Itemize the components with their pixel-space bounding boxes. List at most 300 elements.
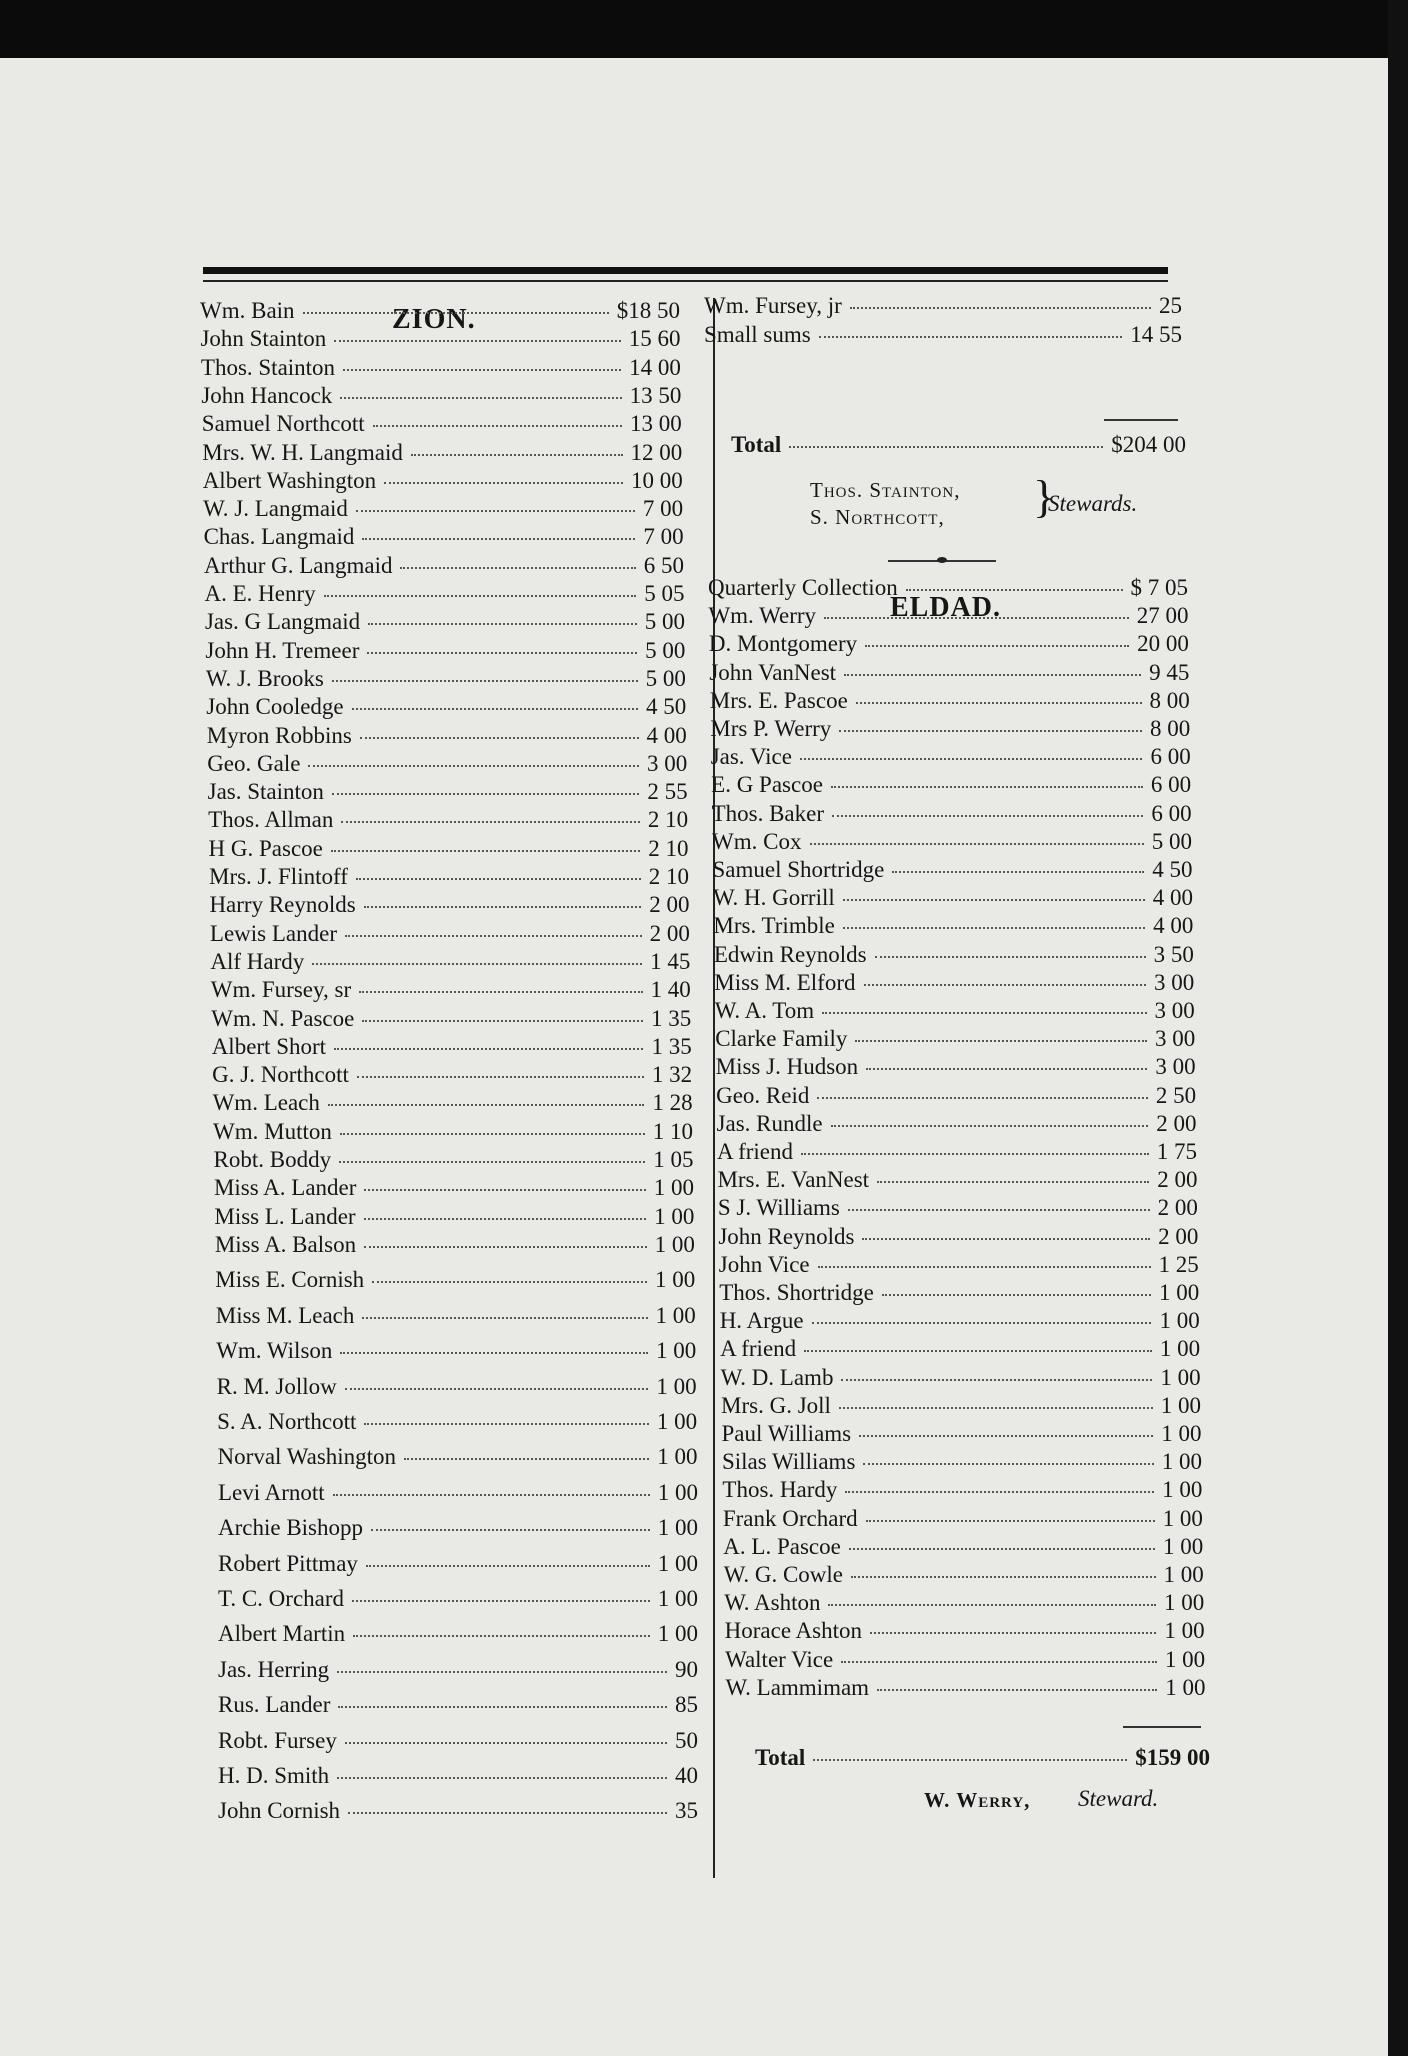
eldad-row-name: Clarke Family xyxy=(715,1026,848,1052)
zion-row xyxy=(704,294,1182,317)
eldad-row-name: D. Montgomery xyxy=(708,631,858,657)
leader-dots xyxy=(862,1238,1150,1240)
leader-dots xyxy=(360,737,639,739)
eldad-row xyxy=(720,1337,1200,1360)
leader-dots xyxy=(839,1407,1153,1409)
eldad-row-amount: 8 00 xyxy=(1150,716,1191,741)
zion-row-name: Wm. Fursey, jr xyxy=(704,293,842,318)
zion-row xyxy=(218,1764,698,1787)
zion-row-name: Wm. Fursey, sr xyxy=(210,977,352,1003)
zion-row-name: Thos. Allman xyxy=(208,807,334,833)
eldad-row xyxy=(724,1563,1204,1586)
zion-row xyxy=(206,667,686,690)
zion-row-name: Wm. Wilson xyxy=(216,1338,333,1364)
leader-dots xyxy=(800,758,1143,760)
zion-heading: ZION. xyxy=(392,304,476,335)
zion-row-amount: 1 00 xyxy=(657,1515,698,1541)
zion-row-name: A. E. Henry xyxy=(204,581,316,606)
leader-dots xyxy=(362,1317,647,1319)
leader-dots xyxy=(866,1068,1147,1070)
eldad-row-name: Thos. Shortridge xyxy=(719,1280,874,1305)
eldad-row-amount: 4 00 xyxy=(1153,913,1194,939)
leader-dots xyxy=(855,1040,1147,1042)
document-page xyxy=(0,58,1388,2056)
zion-row-amount: 10 00 xyxy=(630,467,683,493)
leader-dots xyxy=(831,1125,1149,1127)
leader-dots xyxy=(817,1097,1147,1099)
eldad-row xyxy=(710,689,1190,712)
leader-dots xyxy=(340,397,621,399)
eldad-row-name: W. Ashton xyxy=(724,1590,821,1616)
leader-dots xyxy=(844,674,1141,676)
leader-dots xyxy=(866,1520,1155,1522)
eldad-row-amount: 6 00 xyxy=(1150,772,1192,798)
leader-dots xyxy=(334,1048,643,1050)
zion-row-name: Robert Pittmay xyxy=(218,1550,358,1576)
eldad-row-name: A friend xyxy=(720,1336,797,1362)
eldad-row-name: H. Argue xyxy=(719,1308,804,1334)
eldad-row-name: Silas Williams xyxy=(721,1449,856,1475)
zion-steward-2: S. Northcott, xyxy=(810,505,945,529)
eldad-row xyxy=(717,1112,1197,1135)
eldad-row-name: Samuel Shortridge xyxy=(712,857,885,882)
zion-row xyxy=(204,525,684,548)
zion-row-amount: 1 00 xyxy=(655,1267,696,1293)
zion-row-amount: 1 10 xyxy=(652,1118,694,1144)
zion-row xyxy=(218,1552,698,1575)
zion-row-name: Miss M. Leach xyxy=(215,1302,355,1328)
eldad-row xyxy=(711,773,1191,796)
zion-row xyxy=(210,922,690,945)
zion-row-name: Alf Hardy xyxy=(210,948,305,974)
eldad-row-amount: $ 7 05 xyxy=(1130,575,1188,600)
zion-row-name: W. J. Langmaid xyxy=(203,496,348,522)
eldad-row-amount: 3 50 xyxy=(1153,941,1194,967)
zion-row-amount: 12 00 xyxy=(630,439,683,465)
eldad-row-name: A. L. Pascoe xyxy=(723,1533,841,1559)
zion-row xyxy=(208,780,688,803)
eldad-row xyxy=(717,1168,1197,1191)
zion-row-name: Myron Robbins xyxy=(206,722,352,748)
zion-row-amount: 1 00 xyxy=(654,1203,695,1229)
zion-row xyxy=(205,582,685,605)
zion-row-amount: 1 00 xyxy=(657,1550,698,1576)
zion-row-name: W. J. Brooks xyxy=(205,665,324,691)
leader-dots xyxy=(362,1020,643,1022)
zion-row-amount: 5 00 xyxy=(645,665,686,691)
leader-dots xyxy=(332,793,639,795)
eldad-row-amount: 3 00 xyxy=(1154,969,1195,995)
leader-dots xyxy=(364,906,641,908)
zion-row-name: Jas. Herring xyxy=(218,1656,330,1682)
eldad-row xyxy=(716,1055,1196,1078)
zion-row-amount: 35 xyxy=(675,1798,698,1824)
eldad-row-amount: 3 00 xyxy=(1155,1054,1196,1080)
zion-sum-line xyxy=(1104,419,1178,421)
eldad-row-amount: 4 50 xyxy=(1152,857,1193,882)
eldad-row-amount: 1 00 xyxy=(1164,1618,1205,1644)
zion-row xyxy=(201,384,681,407)
leader-dots xyxy=(352,1600,650,1602)
zion-row xyxy=(209,865,689,888)
leader-dots xyxy=(845,1491,1154,1493)
zion-row xyxy=(201,356,681,379)
eldad-row-name: W. A. Tom xyxy=(714,998,815,1023)
zion-row xyxy=(212,1063,692,1086)
zion-steward-1: Thos. Stainton, xyxy=(810,478,961,502)
zion-row-name: Wm. Leach xyxy=(212,1090,320,1116)
zion-row-amount: 7 00 xyxy=(643,524,684,550)
leader-dots xyxy=(400,567,635,569)
eldad-row xyxy=(722,1478,1202,1501)
zion-row-name: Geo. Gale xyxy=(207,750,301,776)
zion-row xyxy=(213,1091,693,1114)
eldad-row-amount: 27 00 xyxy=(1136,603,1189,629)
zion-row xyxy=(215,1233,695,1256)
eldad-row-amount: 1 00 xyxy=(1159,1336,1201,1362)
eldad-row xyxy=(725,1619,1205,1642)
eldad-row xyxy=(714,971,1194,994)
zion-row-amount: 1 35 xyxy=(651,1033,692,1059)
zion-row-amount: 13 50 xyxy=(629,382,682,408)
eldad-row-amount: 1 00 xyxy=(1159,1308,1200,1334)
zion-row-amount: 1 00 xyxy=(657,1621,698,1647)
zion-row-amount: 1 05 xyxy=(653,1147,694,1172)
eldad-row-amount: 1 00 xyxy=(1161,1421,1202,1446)
eldad-row xyxy=(716,1084,1196,1107)
eldad-row-amount: 2 00 xyxy=(1156,1110,1197,1136)
eldad-row xyxy=(717,1140,1197,1163)
zion-row xyxy=(204,554,684,577)
leader-dots xyxy=(841,1379,1152,1381)
zion-row xyxy=(218,1729,698,1752)
eldad-row-amount: 2 00 xyxy=(1157,1195,1198,1221)
brace-icon: } xyxy=(1033,471,1056,522)
eldad-row-amount: 2 00 xyxy=(1157,1167,1198,1193)
zion-row-amount: 14 55 xyxy=(1130,322,1182,347)
zion-row-amount: 4 50 xyxy=(646,694,687,720)
zion-row-name: Mrs. J. Flintoff xyxy=(209,864,348,889)
zion-total-amount: $204 00 xyxy=(1111,432,1186,457)
eldad-heading: ELDAD. xyxy=(890,592,1002,623)
eldad-row xyxy=(715,1027,1195,1050)
leader-dots xyxy=(371,1529,650,1531)
leader-dots xyxy=(362,538,635,540)
zion-row-name: Albert Washington xyxy=(202,467,377,493)
eldad-row-name: Paul Williams xyxy=(721,1421,852,1446)
eldad-row-amount: 1 00 xyxy=(1165,1674,1206,1700)
eldad-row-name: John Vice xyxy=(718,1251,810,1277)
eldad-row-name: W. G. Cowle xyxy=(723,1562,844,1587)
zion-row-amount: 1 00 xyxy=(653,1175,694,1201)
eldad-row xyxy=(722,1450,1202,1473)
leader-dots xyxy=(804,1350,1152,1352)
zion-row-amount: 85 xyxy=(675,1692,698,1718)
leader-dots xyxy=(359,991,642,993)
zion-row xyxy=(202,441,682,464)
zion-row xyxy=(209,837,689,860)
eldad-row-name: Walter Vice xyxy=(725,1646,834,1672)
eldad-row-amount: 1 00 xyxy=(1162,1477,1203,1503)
leader-dots xyxy=(892,871,1144,873)
eldad-row-name: Geo. Reid xyxy=(716,1082,810,1108)
zion-row-name: John Cornish xyxy=(218,1798,341,1824)
leader-dots xyxy=(337,1777,667,1779)
zion-row-name: Samuel Northcott xyxy=(201,411,365,437)
leader-dots xyxy=(882,1294,1151,1296)
leader-dots xyxy=(831,786,1143,788)
zion-row xyxy=(218,1445,698,1468)
leader-dots xyxy=(828,1604,1155,1606)
leader-dots xyxy=(343,369,621,371)
zion-row-amount: 7 00 xyxy=(642,496,684,522)
eldad-row-amount: 1 00 xyxy=(1161,1449,1202,1475)
zion-row xyxy=(218,1481,698,1504)
leader-dots xyxy=(864,984,1147,986)
leader-dots xyxy=(368,623,637,625)
eldad-row-amount: 1 00 xyxy=(1163,1590,1205,1616)
eldad-row xyxy=(711,745,1191,768)
eldad-row-amount: 1 00 xyxy=(1160,1364,1201,1390)
eldad-row xyxy=(713,858,1193,881)
zion-row-amount: 5 00 xyxy=(644,609,685,635)
zion-row-name: Small sums xyxy=(704,322,811,347)
zion-row-amount: 5 00 xyxy=(645,637,686,663)
leader-dots xyxy=(357,1076,644,1078)
leader-dots xyxy=(341,821,640,823)
leader-dots xyxy=(832,815,1143,817)
zion-row-name: Robt. Fursey xyxy=(218,1727,337,1753)
eldad-row-name: E. G Pascoe xyxy=(711,772,823,798)
zion-row xyxy=(210,950,690,973)
leader-dots xyxy=(340,1133,645,1135)
zion-row-amount: $18 50 xyxy=(616,298,680,323)
leader-dots xyxy=(324,595,637,597)
zion-row-amount: 90 xyxy=(675,1656,698,1682)
leader-dots xyxy=(850,307,1151,309)
leader-dots xyxy=(865,645,1129,647)
ornament-dot-icon xyxy=(937,557,947,563)
zion-row-name: T. C. Orchard xyxy=(218,1585,345,1611)
eldad-row xyxy=(714,943,1194,966)
zion-row-name: Lewis Lander xyxy=(209,920,337,946)
leader-dots xyxy=(334,340,620,342)
zion-row-name: Jas. Stainton xyxy=(207,779,324,805)
leader-dots xyxy=(848,1209,1150,1211)
leader-dots xyxy=(339,1161,645,1163)
zion-row-amount: 1 00 xyxy=(654,1231,695,1257)
zion-row-name: Chas. Langmaid xyxy=(203,524,355,550)
eldad-row-amount: 3 00 xyxy=(1154,1026,1196,1052)
leader-dots xyxy=(801,1153,1149,1155)
zion-row xyxy=(217,1410,697,1433)
eldad-row xyxy=(718,1225,1198,1248)
zion-row xyxy=(216,1339,696,1362)
eldad-row-name: Horace Ashton xyxy=(724,1618,862,1644)
eldad-row-amount: 1 00 xyxy=(1160,1392,1202,1418)
zion-row-name: John Cooledge xyxy=(206,694,344,720)
leader-dots xyxy=(353,1635,650,1637)
zion-row xyxy=(218,1516,698,1539)
zion-row-name: Thos. Stainton xyxy=(200,354,336,380)
zion-row xyxy=(218,1587,698,1610)
leader-dots xyxy=(870,1632,1156,1634)
zion-row xyxy=(218,1799,698,1822)
zion-row-amount: 2 10 xyxy=(648,864,689,889)
zion-row-amount: 4 00 xyxy=(646,722,687,748)
eldad-row-name: W. H. Gorrill xyxy=(712,885,835,911)
zion-row-amount: 3 00 xyxy=(646,750,688,776)
zion-row xyxy=(203,469,683,492)
eldad-row-name: Wm. Werry xyxy=(708,603,817,629)
eldad-row-name: John Reynolds xyxy=(718,1223,855,1249)
eldad-row-amount: 3 00 xyxy=(1154,998,1195,1023)
leader-dots xyxy=(337,1671,667,1673)
eldad-row-name: S J. Williams xyxy=(717,1195,840,1221)
zion-row-name: G. J. Northcott xyxy=(212,1062,349,1088)
zion-row xyxy=(215,1268,695,1291)
eldad-row-name: Frank Orchard xyxy=(722,1505,858,1531)
leader-dots xyxy=(843,927,1145,929)
eldad-row-name: A friend xyxy=(717,1139,794,1164)
eldad-row-amount: 1 00 xyxy=(1159,1280,1200,1305)
leader-dots xyxy=(906,589,1123,591)
eldad-row xyxy=(722,1422,1202,1445)
leader-dots xyxy=(345,1388,649,1390)
zion-row-amount: 1 00 xyxy=(656,1408,698,1434)
leader-dots xyxy=(331,850,640,852)
eldad-row xyxy=(719,1281,1199,1304)
zion-row-amount: 2 00 xyxy=(649,892,690,918)
leader-dots xyxy=(312,963,642,965)
eldad-row xyxy=(712,830,1192,853)
zion-row-name: Wm. N. Pascoe xyxy=(211,1005,355,1031)
eldad-row xyxy=(721,1394,1201,1417)
zion-row-amount: 15 60 xyxy=(628,326,681,352)
zion-row-name: H. D. Smith xyxy=(218,1762,330,1788)
leader-dots xyxy=(849,1548,1155,1550)
zion-row-name: Miss L. Lander xyxy=(214,1203,356,1229)
zion-row xyxy=(208,808,688,831)
eldad-row-amount: 6 00 xyxy=(1151,800,1192,826)
eldad-row-name: Thos. Hardy xyxy=(722,1477,838,1503)
eldad-row xyxy=(723,1507,1203,1530)
zion-row-name: Wm. Mutton xyxy=(213,1118,332,1144)
leader-dots xyxy=(340,1352,648,1354)
zion-stewards-label: Stewards. xyxy=(1048,491,1138,516)
zion-row xyxy=(212,1035,692,1058)
leader-dots xyxy=(810,843,1144,845)
zion-row-amount: 1 40 xyxy=(650,977,691,1003)
leader-dots xyxy=(812,1322,1152,1324)
zion-row xyxy=(205,610,685,633)
leader-dots xyxy=(364,1423,648,1425)
zion-row xyxy=(218,1622,698,1645)
leader-dots xyxy=(366,1565,650,1567)
zion-row-amount: 1 00 xyxy=(656,1373,697,1399)
eldad-row-name: Thos. Baker xyxy=(711,800,825,826)
eldad-row-amount: 20 00 xyxy=(1137,631,1189,657)
eldad-row-name: Mrs. G. Joll xyxy=(721,1392,831,1418)
eldad-row-name: Mrs. E. VanNest xyxy=(717,1167,870,1193)
zion-row xyxy=(214,1176,694,1199)
zion-row-name: Miss A. Lander xyxy=(213,1175,357,1201)
column-divider xyxy=(713,298,715,1878)
zion-row-name: Miss A. Balson xyxy=(214,1231,357,1257)
eldad-row-amount: 4 00 xyxy=(1152,885,1193,911)
leader-dots xyxy=(877,1181,1149,1183)
eldad-row-name: Edwin Reynolds xyxy=(713,941,867,967)
zion-row-name: Albert Short xyxy=(211,1033,327,1059)
zion-row-amount: 50 xyxy=(675,1727,698,1753)
leader-dots xyxy=(356,878,641,880)
eldad-row xyxy=(725,1648,1205,1671)
leader-dots xyxy=(308,765,639,767)
zion-row-amount: 5 05 xyxy=(644,581,685,606)
zion-row xyxy=(217,1375,697,1398)
eldad-row xyxy=(723,1535,1203,1558)
eldad-row-amount: 1 00 xyxy=(1164,1646,1206,1672)
eldad-row-name: Wm. Cox xyxy=(712,828,802,854)
eldad-row-amount: 5 00 xyxy=(1151,828,1193,854)
leader-dots xyxy=(303,312,609,314)
zion-total-row xyxy=(731,433,1186,456)
eldad-row-name: Mrs. E. Pascoe xyxy=(709,687,848,713)
zion-row-amount: 1 35 xyxy=(651,1005,692,1031)
zion-total-label: Total xyxy=(731,432,782,457)
eldad-row xyxy=(726,1676,1206,1699)
eldad-row-name: W. D. Lamb xyxy=(720,1364,834,1390)
zion-row-name: Wm. Bain xyxy=(200,298,295,323)
zion-row xyxy=(704,323,1182,346)
header-rule-thick xyxy=(203,267,1168,274)
leader-dots xyxy=(345,935,642,937)
leader-dots xyxy=(819,336,1123,338)
leader-dots xyxy=(348,1812,667,1814)
zion-row-amount: 13 00 xyxy=(630,411,682,437)
leader-dots xyxy=(851,1576,1155,1578)
eldad-row-name: Mrs P. Werry xyxy=(710,716,832,741)
eldad-row xyxy=(721,1366,1201,1389)
eldad-total-row xyxy=(755,1746,1210,1769)
zion-row-amount: 1 00 xyxy=(657,1479,698,1505)
leader-dots xyxy=(364,1218,647,1220)
leader-dots xyxy=(789,446,1103,448)
eldad-row xyxy=(720,1309,1200,1332)
eldad-row-amount: 1 25 xyxy=(1158,1251,1199,1277)
leader-dots xyxy=(328,1104,644,1106)
zion-row-amount: 40 xyxy=(675,1762,698,1788)
zion-row xyxy=(209,893,689,916)
zion-row-name: Norval Washington xyxy=(217,1444,397,1470)
zion-row xyxy=(207,752,687,775)
binding-edge xyxy=(1388,0,1408,2056)
eldad-row-amount: 9 45 xyxy=(1149,659,1190,685)
header-rule-thin xyxy=(203,280,1168,282)
leader-dots xyxy=(843,899,1145,901)
eldad-row xyxy=(715,999,1195,1022)
zion-row-amount: 1 45 xyxy=(650,948,691,974)
leader-dots xyxy=(841,1661,1157,1663)
leader-dots xyxy=(824,617,1129,619)
leader-dots xyxy=(373,425,622,427)
zion-row-name: Levi Arnott xyxy=(218,1479,325,1505)
zion-row xyxy=(214,1205,694,1228)
zion-row xyxy=(205,639,685,662)
leader-dots xyxy=(356,510,635,512)
zion-row xyxy=(218,1693,698,1716)
zion-row-amount: 2 10 xyxy=(648,835,689,861)
